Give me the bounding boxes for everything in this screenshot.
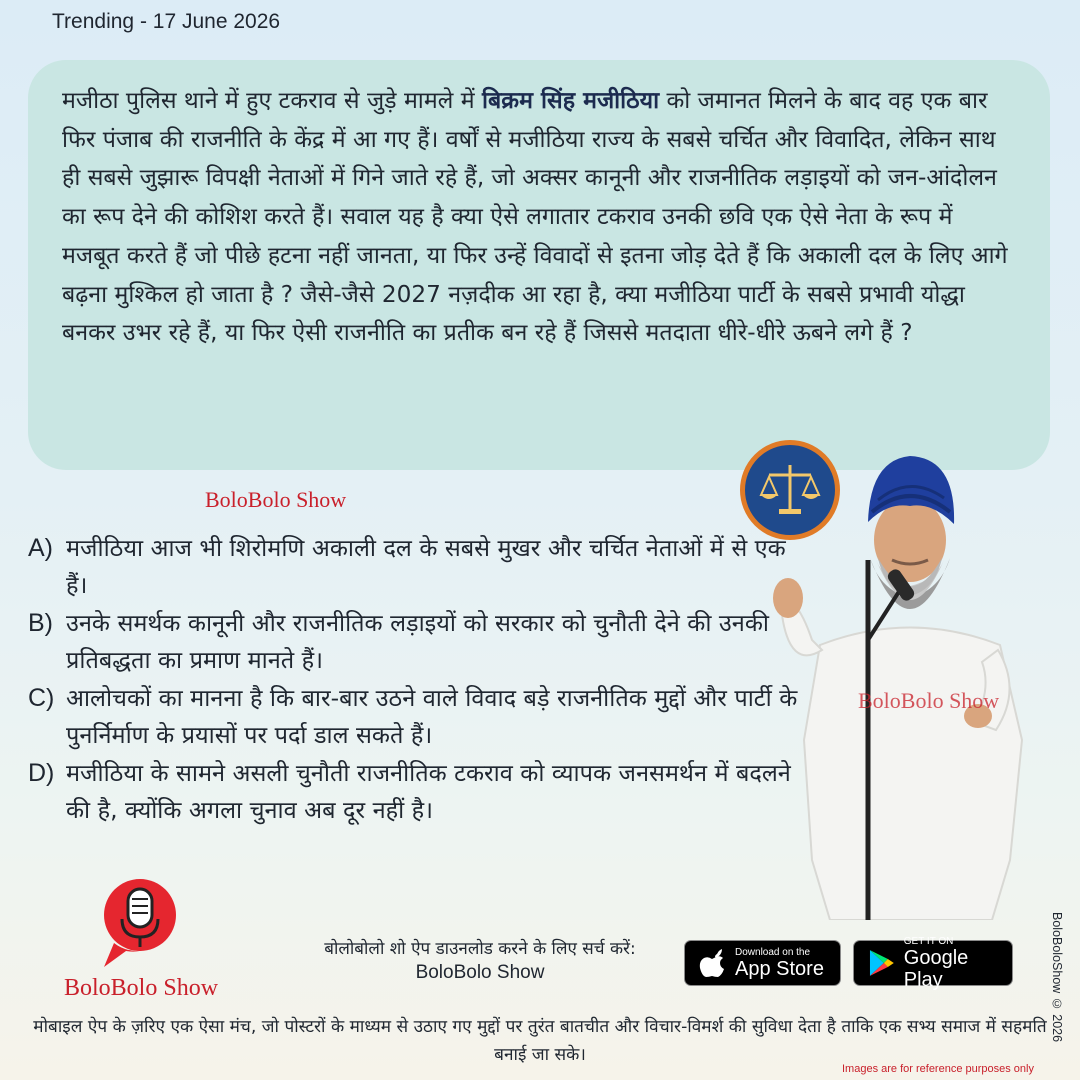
download-instruction: बोलोबोलो शो ऐप डाउनलोड करने के लिए सर्च करें: — [324, 939, 636, 959]
option-text: उनके समर्थक कानूनी और राजनीतिक लड़ाइयों को सरकार को चुनौती देने की उनकी प्रतिबद्धता का प्रमाण मानते हैं। — [66, 609, 769, 674]
google-play-small-label: GET IT ON — [903, 935, 954, 947]
highlighted-name: बिक्रम सिंह मजीठिया — [482, 87, 660, 114]
apple-icon — [695, 948, 729, 978]
option-letter: C) — [28, 684, 55, 712]
option-letter: D) — [28, 759, 55, 787]
app-store-label: App Store — [735, 957, 824, 980]
google-play-button[interactable] — [853, 935, 1013, 991]
footer-description: मोबाइल ऐप के ज़रिए एक ऐसा मंच, जो पोस्टरों के माध्यम से उठाए गए मुद्दों पर तुरंत बातचीत और विचार-विमर्श की सुविधा देता है ताकि एक सभ्य समाज में सहमति बनाई जा सके। — [33, 1017, 1047, 1065]
scales-of-justice-icon — [740, 440, 840, 540]
image-watermark: BoloBolo Show — [858, 688, 1000, 713]
google-play-icon — [864, 948, 898, 978]
option-text: आलोचकों का मानना है कि बार-बार उठने वाले विवाद बड़े राजनीतिक मुद्दों और पार्टी के पुनर्निर्माण के प्रयासों पर पर्दा डाल सकते हैं। — [66, 684, 798, 749]
option-letter: A) — [28, 534, 53, 562]
option-text: मजीठिया के सामने असली चुनौती राजनीतिक टकराव को व्यापक जनसमर्थन में बदलने की है, क्योंकि अगला चुनाव अब दूर नहीं है। — [66, 759, 791, 824]
option-letter: B) — [28, 609, 53, 637]
microphone-icon — [100, 875, 180, 975]
logo-text: BoloBolo Show — [64, 975, 219, 1001]
copyright-text: BoloBoloShow © 2026 — [1050, 912, 1064, 1043]
answer-options — [28, 530, 808, 830]
option-d[interactable] — [28, 755, 808, 828]
app-store-button[interactable] — [684, 940, 841, 986]
question-text — [62, 82, 1016, 353]
option-a[interactable] — [28, 530, 808, 603]
brand-label: BoloBolo Show — [205, 487, 347, 512]
question-card — [28, 60, 1050, 470]
google-play-label: Google Play — [903, 946, 969, 991]
search-term: BoloBolo Show — [415, 962, 545, 983]
option-text: मजीठिया आज भी शिरोमणि अकाली दल के सबसे मुखर और चर्चित नेताओं में से एक हैं। — [66, 534, 786, 599]
app-store-small-label: Download on the — [735, 946, 811, 958]
reference-note: Images are for reference purposes only — [842, 1063, 1034, 1075]
option-b[interactable] — [28, 605, 808, 678]
option-c[interactable] — [28, 680, 808, 753]
trending-date: Trending - 17 June 2026 — [52, 10, 281, 33]
question-text-end: को जमानत मिलने के बाद वह एक बार फिर पंजाब की राजनीति के केंद्र में आ गए हैं। वर्षों से मजीठिया राज्य के सबसे चर्चित और विवादित, लेकिन साथ ही सबसे जुझारू विपक्षी नेताओं में गिने जाते रहे हैं, जो अक्सर कानूनी और राजनीतिक लड़ाइयों को जन-आंदोलन का रूप देने की कोशिश करते हैं। सवाल यह है क्या ऐसे लगातार टकराव उनकी छवि एक ऐसे नेता के रूप में मजबूत करते हैं जो पीछे हटना नहीं जानता, या फिर उन्हें विवादों से इतना जोड़ देते हैं कि अकाली दल के लिए आगे बढ़ना मुश्किल हो जाता है ? जैसे-जैसे 2027 नज़दीक आ रहा है, क्या मजीठिया पार्टी के सबसे प्रभावी योद्धा बनकर उभर रहे हैं, या फिर ऐसी राजनीति का प्रतीक बन रहे हैं जिससे मतदाता धीरे-धीरे ऊबने लगे हैं ? — [62, 87, 1008, 347]
question-text-start: मजीठा पुलिस थाने में हुए टकराव से जुड़े मामले में — [62, 87, 483, 114]
